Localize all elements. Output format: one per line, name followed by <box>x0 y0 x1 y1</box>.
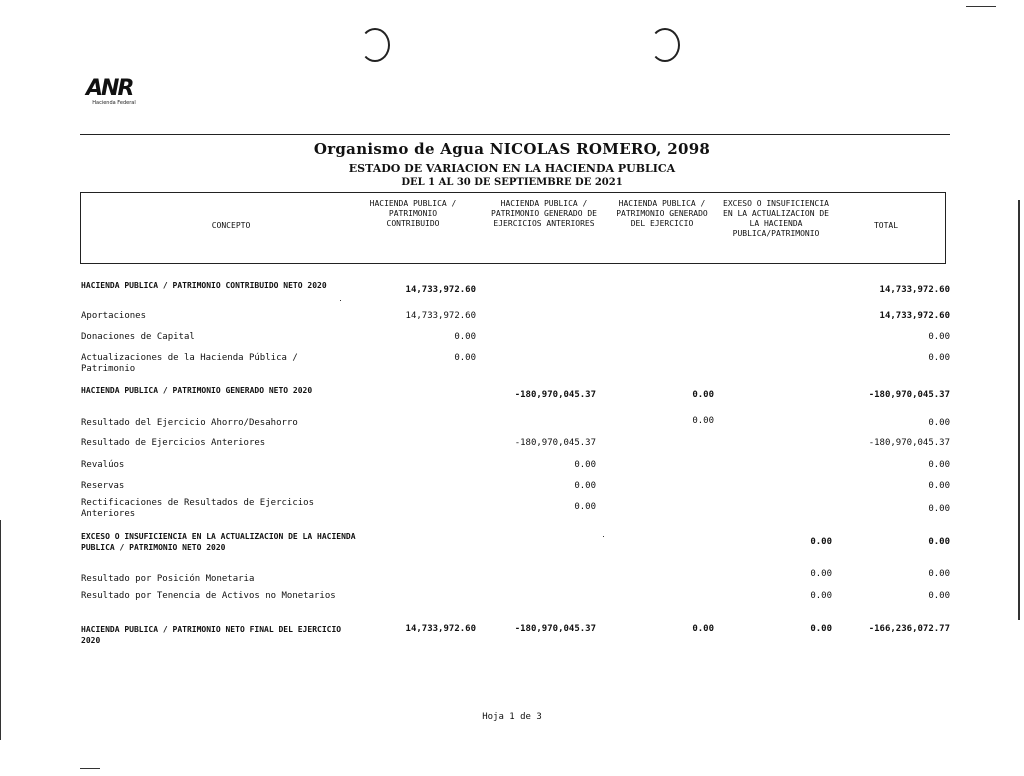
scan-edge-mark <box>80 768 100 769</box>
cell-contribuido: 0.00 <box>454 332 476 342</box>
col-header-ejercicios-anteriores: HACIENDA PUBLICA / PATRIMONIO GENERADO DE EJERCICIOS ANTERIORES <box>491 199 597 228</box>
cell-contribuido: 14,733,972.60 <box>405 285 476 295</box>
cell-total: -180,970,045.37 <box>868 438 950 448</box>
col-header-concepto: CONCEPTO <box>211 221 251 230</box>
report-period: DEL 1 AL 30 DE SEPTIEMBRE DE 2021 <box>401 177 623 188</box>
cell-exceso: 0.00 <box>810 569 832 579</box>
organization-logo <box>86 76 142 116</box>
scan-edge-line <box>0 520 1 740</box>
report-subtitle: ESTADO DE VARIACION EN LA HACIENDA PUBLICA <box>348 162 676 175</box>
cell-total: 0.00 <box>928 591 950 601</box>
cell-contribuido: 14,733,972.60 <box>405 311 476 321</box>
cell-total: 0.00 <box>928 418 950 428</box>
scan-speck <box>603 536 604 537</box>
cell-ejercicios-anteriores: -180,970,045.37 <box>514 624 596 634</box>
row-label: Resultado por Posición Monetaria <box>81 574 255 584</box>
col-header-exceso: EXCESO O INSUFICIENCIA EN LA ACTUALIZACION DE LA HACIENDA PUBLICA/PATRIMONIO <box>723 199 829 238</box>
row-label: HACIENDA PUBLICA / PATRIMONIO CONTRIBUIDO NETO 2020 <box>81 281 327 290</box>
cell-total: -180,970,045.37 <box>868 390 950 400</box>
row-label: Reservas <box>81 481 125 491</box>
row-label: EXCESO O INSUFICIENCIA EN LA ACTUALIZACION DE LA HACIENDA PUBLICA / PATRIMONIO NETO 2020 <box>81 532 356 552</box>
cell-ejercicios-anteriores: 0.00 <box>574 481 596 491</box>
scan-edge-line <box>1018 200 1020 620</box>
report-title: Organismo de Agua NICOLAS ROMERO, 2098 <box>313 140 711 158</box>
row-label: Actualizaciones de la Hacienda Pública / Patrimonio <box>81 353 298 374</box>
cell-contribuido: 0.00 <box>454 353 476 363</box>
table-header <box>80 192 946 264</box>
cell-exceso: 0.00 <box>810 624 832 634</box>
scan-edge-mark <box>966 6 996 7</box>
row-label: HACIENDA PUBLICA / PATRIMONIO GENERADO NETO 2020 <box>81 386 313 395</box>
cell-total: 0.00 <box>928 504 950 514</box>
col-header-total: TOTAL <box>873 221 899 230</box>
logo-caption: Hacienda Federal <box>92 100 136 106</box>
col-header-del-ejercicio: HACIENDA PUBLICA / PATRIMONIO GENERADO DEL EJERCICIO <box>616 199 708 228</box>
cell-ejercicios-anteriores: 0.00 <box>574 460 596 470</box>
punch-hole-right <box>650 28 680 62</box>
scan-speck <box>340 300 341 301</box>
row-label: Donaciones de Capital <box>81 332 195 342</box>
cell-del-ejercicio: 0.00 <box>692 416 714 426</box>
logo-mark: ANR <box>86 76 133 101</box>
cell-del-ejercicio: 0.00 <box>692 390 714 400</box>
row-label: Aportaciones <box>81 311 147 321</box>
col-header-contribuido: HACIENDA PUBLICA / PATRIMONIO CONTRIBUIDO <box>369 199 457 228</box>
cell-exceso: 0.00 <box>810 591 832 601</box>
cell-total: 14,733,972.60 <box>879 311 950 321</box>
cell-total: 0.00 <box>928 481 950 491</box>
cell-total: 14,733,972.60 <box>879 285 950 295</box>
cell-del-ejercicio: 0.00 <box>692 624 714 634</box>
header-rule <box>80 134 950 135</box>
cell-ejercicios-anteriores: 0.00 <box>574 502 596 512</box>
page-number: Hoja 1 de 3 <box>482 712 542 722</box>
row-label: Resultado por Tenencia de Activos no Monetarios <box>81 591 336 601</box>
punch-hole-left <box>360 28 390 62</box>
cell-ejercicios-anteriores: -180,970,045.37 <box>514 390 596 400</box>
cell-total: 0.00 <box>928 332 950 342</box>
cell-exceso: 0.00 <box>810 537 832 547</box>
cell-total: 0.00 <box>928 353 950 363</box>
cell-ejercicios-anteriores: -180,970,045.37 <box>514 438 596 448</box>
row-label: Resultado del Ejercicio Ahorro/Desahorro <box>81 418 298 428</box>
cell-total: 0.00 <box>928 460 950 470</box>
cell-total: 0.00 <box>928 569 950 579</box>
row-label: HACIENDA PUBLICA / PATRIMONIO NETO FINAL DEL EJERCICIO 2020 <box>81 625 342 645</box>
row-label: Revalúos <box>81 460 125 470</box>
cell-total: 0.00 <box>928 537 950 547</box>
cell-total: -166,236,072.77 <box>868 624 950 634</box>
row-label: Rectificaciones de Resultados de Ejercicios Anteriores <box>81 498 314 519</box>
cell-contribuido: 14,733,972.60 <box>405 624 476 634</box>
row-label: Resultado de Ejercicios Anteriores <box>81 438 266 448</box>
